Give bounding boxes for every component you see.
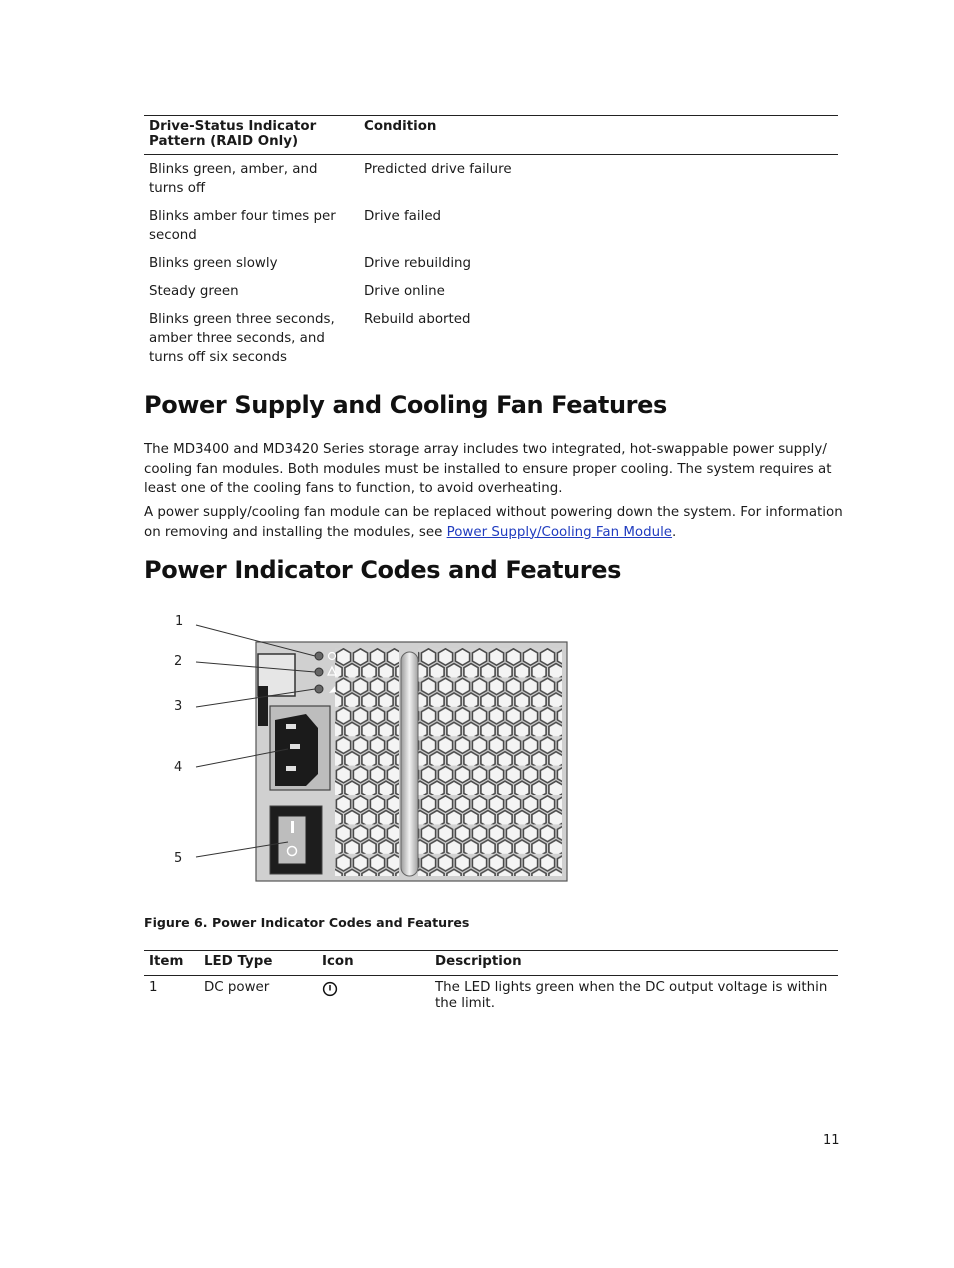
indicator-table [144,950,838,1015]
header-icon: Icon [317,951,430,976]
table-row [144,250,838,278]
table-row [144,203,838,250]
table-row [144,155,838,204]
ac-inlet-pin [286,766,296,771]
description-cell: The LED lights green when the DC output voltage is within the limit. [435,980,828,1011]
table-header-row [144,116,838,155]
header-item: Item [144,951,199,976]
page-number: 11 [823,1133,840,1148]
table-row [144,976,838,1016]
pattern-cell: Steady green [149,284,239,299]
callout-2: 2 [174,654,183,669]
condition-cell: Drive rebuilding [364,256,472,271]
header-led-type: LED Type [199,951,317,976]
icon-cell [317,976,430,1016]
section-heading-power-supply: Power Supply and Cooling Fan Features [144,391,667,419]
callout-1: 1 [175,614,184,629]
callout-4: 4 [174,760,183,775]
paragraph-end: . [672,524,677,540]
led-type-cell: DC power [204,980,270,995]
power-supply-module-link[interactable]: Power Supply/Cooling Fan Module [446,524,673,540]
header-condition: Condition [359,116,838,155]
pattern-cell: Blinks green, amber, and turns off [149,162,318,196]
ac-inlet-pin [286,724,296,729]
pattern-cell: Blinks green slowly [149,256,278,271]
power-supply-handle [401,652,418,876]
latch-tab [258,686,268,726]
power-supply-illustration [160,610,580,890]
paragraph-power-supply-replace [144,503,844,542]
hex-grill-right [418,648,562,876]
drive-status-table [144,115,838,372]
table-row [144,306,838,372]
callout-3: 3 [174,699,183,714]
power-icon [322,981,338,997]
section-heading-power-indicator: Power Indicator Codes and Features [144,556,621,584]
paragraph-text: A power supply/cooling fan module can be replaced without powering down the system. For information on removing and installing the modules, see [144,505,843,540]
power-supply-figure [160,610,580,890]
condition-cell: Drive failed [364,209,442,224]
header-description: Description [430,951,838,976]
pattern-cell: Blinks green three seconds, amber three seconds, and turns off six seconds [149,312,335,365]
item-cell: 1 [149,980,158,995]
hex-grill-left [335,648,399,876]
pattern-cell: Blinks amber four times per second [149,209,336,243]
condition-cell: Drive online [364,284,445,299]
figure-caption: Figure 6. Power Indicator Codes and Features [144,915,470,930]
led-ac-power [315,685,323,693]
power-switch-on-mark [291,821,294,833]
condition-cell: Predicted drive failure [364,162,512,177]
condition-cell: Rebuild aborted [364,312,471,327]
table-header-row [144,951,838,976]
led-dc-power [315,652,323,660]
callout-5: 5 [174,851,183,866]
table-row [144,278,838,306]
header-pattern: Drive-Status Indicator Pattern (RAID Only) [144,116,359,155]
ac-inlet-pin [290,744,300,749]
paragraph-power-supply-intro: The MD3400 and MD3420 Series storage array includes two integrated, hot-swappable power supply/ cooling fan modules. Both modules must be installed to ensure proper cooling. The system requires at least one of the cooling fans to function, to avoid overheating. [144,442,832,496]
led-fault [315,668,323,676]
